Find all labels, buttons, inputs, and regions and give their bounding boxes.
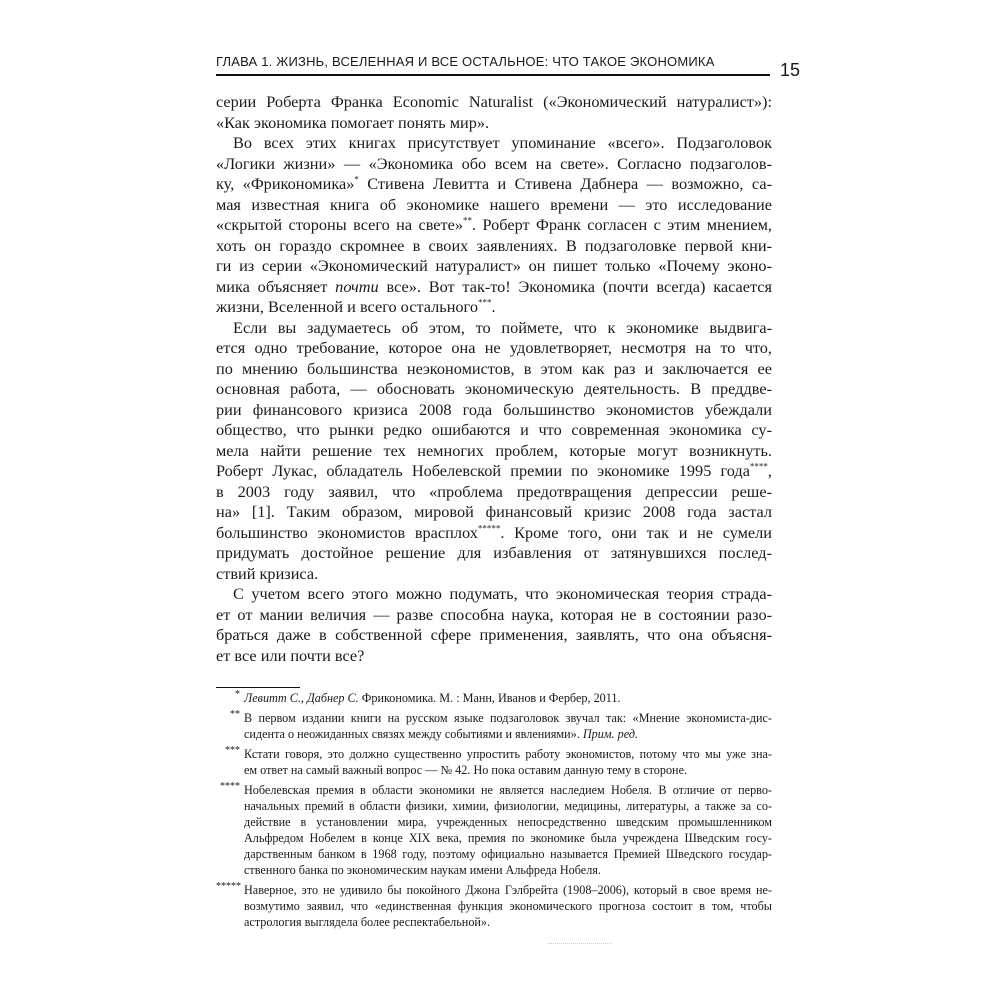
text-line: ется одно требование, которое она не удовлетворяет, несмотря на то что,: [216, 338, 772, 357]
footnote-mark: *: [235, 689, 240, 700]
text-line: [216, 215, 772, 236]
footnote-line: возмутимо заявил, что «единственная функция экономического прогноза состоит в том, чтобы: [244, 899, 772, 913]
text-line: [216, 297, 772, 318]
text-line: «Логики жизни» — «Экономика обо всем на свете». Согласно подзаголов-: [216, 153, 772, 173]
text-line: в 2003 году заявил, что «проблема предотвращения депрессии реше-: [216, 481, 772, 501]
text-fragment: большинство экономистов врасплох: [216, 522, 478, 542]
text-line: придумать достойное решение для избавления от затянувшихся послед-: [216, 543, 772, 562]
footnote-text: [244, 746, 772, 778]
footnote-line: [244, 726, 772, 742]
footnote-line: ем ответ на самый важный вопрос — № 42. Но пока оставим данную тему в стороне.: [244, 763, 688, 777]
text-line: по мнению большинства неэкономистов, в этом как раз и заключается ее: [216, 358, 772, 378]
text-fragment: Фрикономика. М. : Манн, Иванов и Фербер, 2011.: [358, 691, 621, 705]
text-line: серии Роберта Франка Economic Naturalist («Экономический натуралист»):: [216, 92, 772, 111]
footnote-mark: *****: [216, 881, 241, 892]
page-number: 15: [780, 60, 801, 80]
text-line: ет все или почти все?: [216, 645, 365, 665]
paragraph-2: [216, 133, 772, 318]
text-line: основная работа, — обосновать экономическую деятельность. В преддве-: [216, 379, 772, 398]
footnote-ref-3[interactable]: ***: [477, 297, 492, 308]
text-fragment: жизни, Вселенной и всего остального: [216, 297, 478, 316]
text-line: [216, 461, 772, 482]
text-fragment: мика объясняет: [216, 276, 336, 296]
emphasis-text: почти: [335, 276, 379, 296]
footnote-line: Альфредом Нобелем в конце XIX века, премия по экономике была учреждена Шведским госу-: [244, 831, 772, 845]
footnote-5: [216, 882, 772, 930]
footnote-line: Наверное, это не удивило бы покойного Джона Гэлбрейта (1908–2006), который в свое время не-: [244, 883, 772, 897]
text-fragment: все». Вот так-то! Экономика (почти всегда) касается: [378, 276, 772, 296]
footnote-text: [244, 882, 772, 930]
footnote-line: Кстати говоря, это должно существенно упростить работу экономистов, потому что мы уже зна-: [244, 747, 772, 761]
text-fragment: ,: [767, 461, 772, 480]
editor-note: Прим. ред.: [579, 727, 639, 741]
text-line: [216, 174, 772, 195]
text-line: ствий кризиса.: [216, 563, 319, 583]
footnote-1: [216, 690, 772, 706]
text-line: общество, что рынки редко ошибаются и что современная экономика су-: [216, 420, 772, 439]
footnote-ref-1[interactable]: *: [354, 174, 359, 185]
footnote-line: дарственным банком в 1968 году, поэтому официально называется Премией Шведского государ-: [244, 847, 772, 861]
text-fragment: .: [491, 297, 496, 316]
paragraph-1: [216, 92, 772, 133]
text-fragment: «скрытой стороны всего на свете»: [216, 215, 464, 234]
text-fragment: Стивена Левитта и Стивена Дабнера — возможно, са-: [358, 174, 772, 193]
footnote-line: В первом издании книги на русском языке подзаголовок звучал так: «Мнение экономиста-дис-: [244, 711, 772, 725]
footnote-mark: ***: [225, 745, 240, 756]
text-line: хоть он гораздо скромнее в своих заявлениях. В подзаголовке первой кни-: [216, 235, 772, 255]
footnotes: [216, 690, 772, 934]
text-line: С учетом всего этого можно подумать, что экономическая теория страда-: [233, 584, 772, 603]
text-fragment: Роберт Лукас, обладатель Нобелевской премии по экономике 1995 года: [216, 461, 750, 480]
footnote-author: Левитт С., Дабнер С.: [244, 691, 359, 705]
footnote-line: действие в установлении мира, учрежденных непосредственно шведским промышленником: [244, 815, 772, 829]
page-bottom-mark: [548, 943, 612, 944]
text-line: Во всех этих книгах присутствует упоминание «всего». Подзаголовок: [233, 133, 772, 152]
footnote-line: [244, 690, 772, 706]
footnote-line: ственного банка по экономическим наукам имени Альфреда Нобеля.: [244, 863, 601, 877]
text-line: мая известная книга об экономике нашего времени — это исследование: [216, 194, 772, 214]
text-fragment: ку, «Фрикономика»: [216, 174, 355, 193]
running-header: [216, 52, 770, 76]
footnote-ref-2[interactable]: **: [463, 215, 473, 226]
text-line: [216, 277, 772, 298]
running-head-title: ГЛАВА 1. ЖИЗНЬ, ВСЕЛЕННАЯ И ВСЕ ОСТАЛЬНОЕ: ЧТО ТАКОЕ ЭКОНОМИКА: [216, 54, 715, 69]
footnote-mark: **: [230, 709, 240, 720]
text-line: [216, 523, 772, 544]
main-text: [216, 92, 772, 666]
footnote-mark: ****: [220, 781, 240, 792]
paragraph-4: [216, 584, 772, 666]
text-fragment: . Роберт Франк согласен с этим мнением,: [472, 215, 772, 234]
paragraph-3: [216, 318, 772, 585]
footnote-line: астрология выглядела более респектабельной».: [244, 915, 491, 929]
text-line: Если вы задумаетесь об этом, то поймете, что к экономике выдвига-: [233, 317, 772, 337]
footnote-text: [244, 710, 772, 742]
footnote-text: [244, 690, 772, 706]
text-fragment: . Кроме того, они так и не сумели: [500, 522, 772, 542]
text-line: браться даже в собственной сфере применения, заявлять, что она объясня-: [216, 625, 772, 644]
text-line: «Как экономика помогает понять мир».: [216, 112, 490, 132]
footnote-line: Нобелевская премия в области экономики не является наследием Нобеля. В отличие от перво-: [244, 783, 772, 797]
footnote-text: [244, 782, 772, 878]
footnote-line: начальных премий в области физики, химии, физиологии, медицины, литературы, а также за со-: [244, 799, 772, 813]
text-line: мела найти решение тех немногих проблем, которые могут возникнуть.: [216, 440, 772, 460]
text-line: ги из серии «Экономический натуралист» он пишет только «Почему эконо-: [216, 256, 772, 275]
footnote-4: [216, 782, 772, 878]
footnote-ref-4[interactable]: ****: [749, 461, 768, 472]
text-fragment: сидента о неожиданных связях между событиями и явлениями».: [244, 727, 580, 741]
text-line: рии финансового кризиса 2008 года большинство экономистов убеждали: [216, 399, 772, 419]
footnote-3: [216, 746, 772, 778]
footnote-ref-5[interactable]: *****: [477, 523, 501, 534]
footnote-2: [216, 710, 772, 742]
text-line: ет от мании величия — разве способна наука, которая не в состоянии разо-: [216, 604, 772, 624]
text-line: на» [1]. Таким образом, мировой финансовый кризис 2008 года застал: [216, 502, 772, 521]
